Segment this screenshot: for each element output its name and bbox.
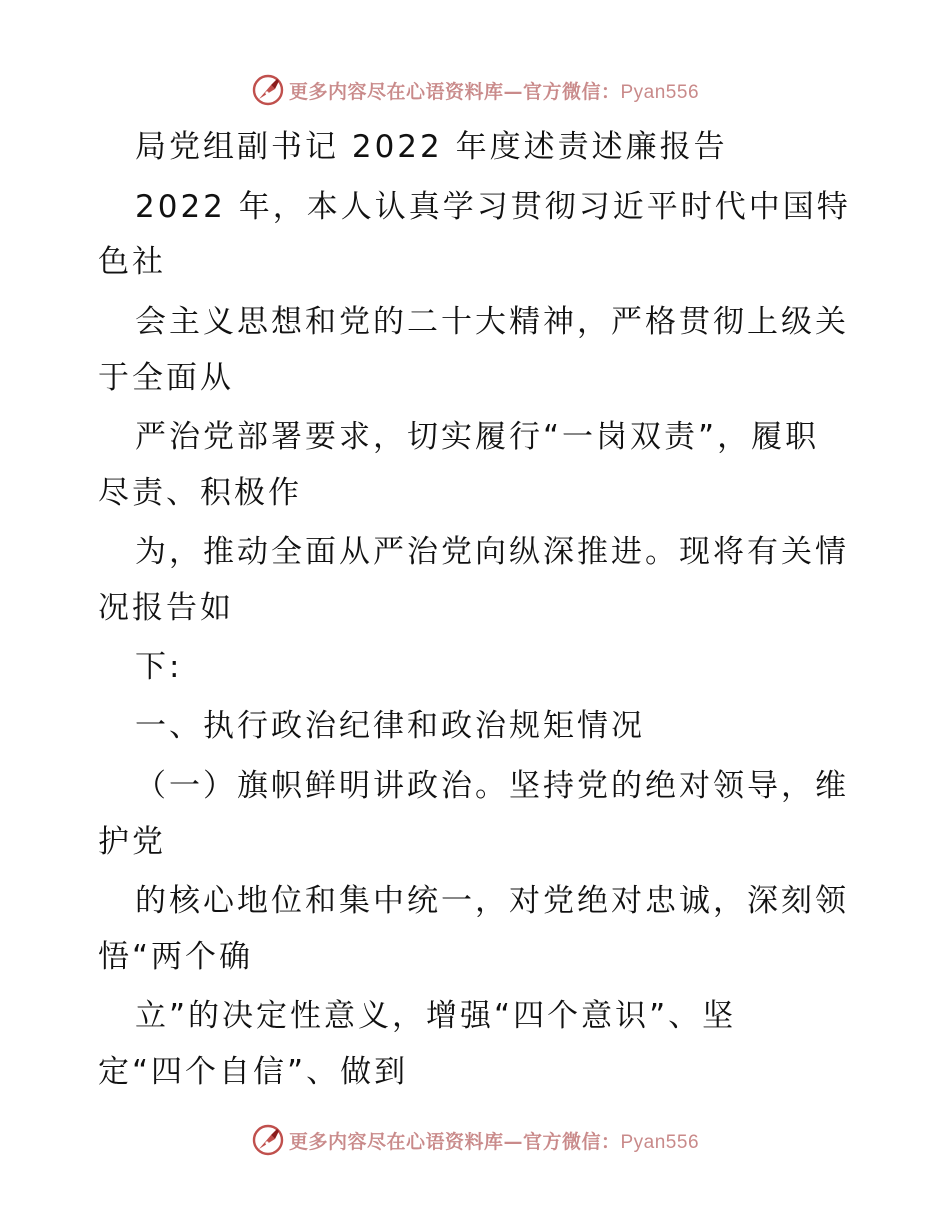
watermark-wechat-id: Pyan556 [620,1131,700,1153]
paragraph-line: （一）旗帜鲜明讲政治。坚持党的绝对领导，维 [135,768,849,804]
paragraph-line: 立”的决定性意义，增强“四个意识”、坚 [135,998,737,1034]
pen-nib-logo-icon [251,73,285,107]
paragraph-line: 尽责、积极作 [98,475,302,511]
header-watermark [0,72,950,108]
paragraph-line: 的核心地位和集中统一，对党绝对忠诚，深刻领 [135,883,849,919]
paragraph-line: 定“四个自信”、做到 [98,1054,409,1090]
watermark-text [289,77,699,104]
document-title: 局党组副书记 2022 年度述责述廉报告 [135,129,728,165]
paragraph-line: 悟“两个确 [98,939,254,975]
watermark-label: 更多内容尽在心语资料库—官方微信： [288,80,621,103]
paragraph-line: 下: [135,649,183,685]
paragraph-line: 2022 年，本人认真学习贯彻习近平时代中国特 [135,189,851,225]
paragraph-line: 会主义思想和党的二十大精神，严格贯彻上级关 [135,304,849,340]
paragraph-line: 护党 [98,824,166,860]
paragraph-line: 严治党部署要求，切实履行“一岗双责”，履职 [135,419,820,455]
paragraph-line: 为，推动全面从严治党向纵深推进。现将有关情 [135,534,849,570]
paragraph-line: 色社 [98,244,166,280]
section-heading: 一、执行政治纪律和政治规矩情况 [135,708,645,744]
watermark-text [289,1127,699,1154]
paragraph-line: 况报告如 [98,590,234,626]
watermark-label: 更多内容尽在心语资料库—官方微信： [288,1130,621,1153]
watermark-wechat-id: Pyan556 [620,81,700,103]
pen-nib-logo-icon [251,1123,285,1157]
footer-watermark [0,1122,950,1158]
paragraph-line: 于全面从 [98,360,234,396]
